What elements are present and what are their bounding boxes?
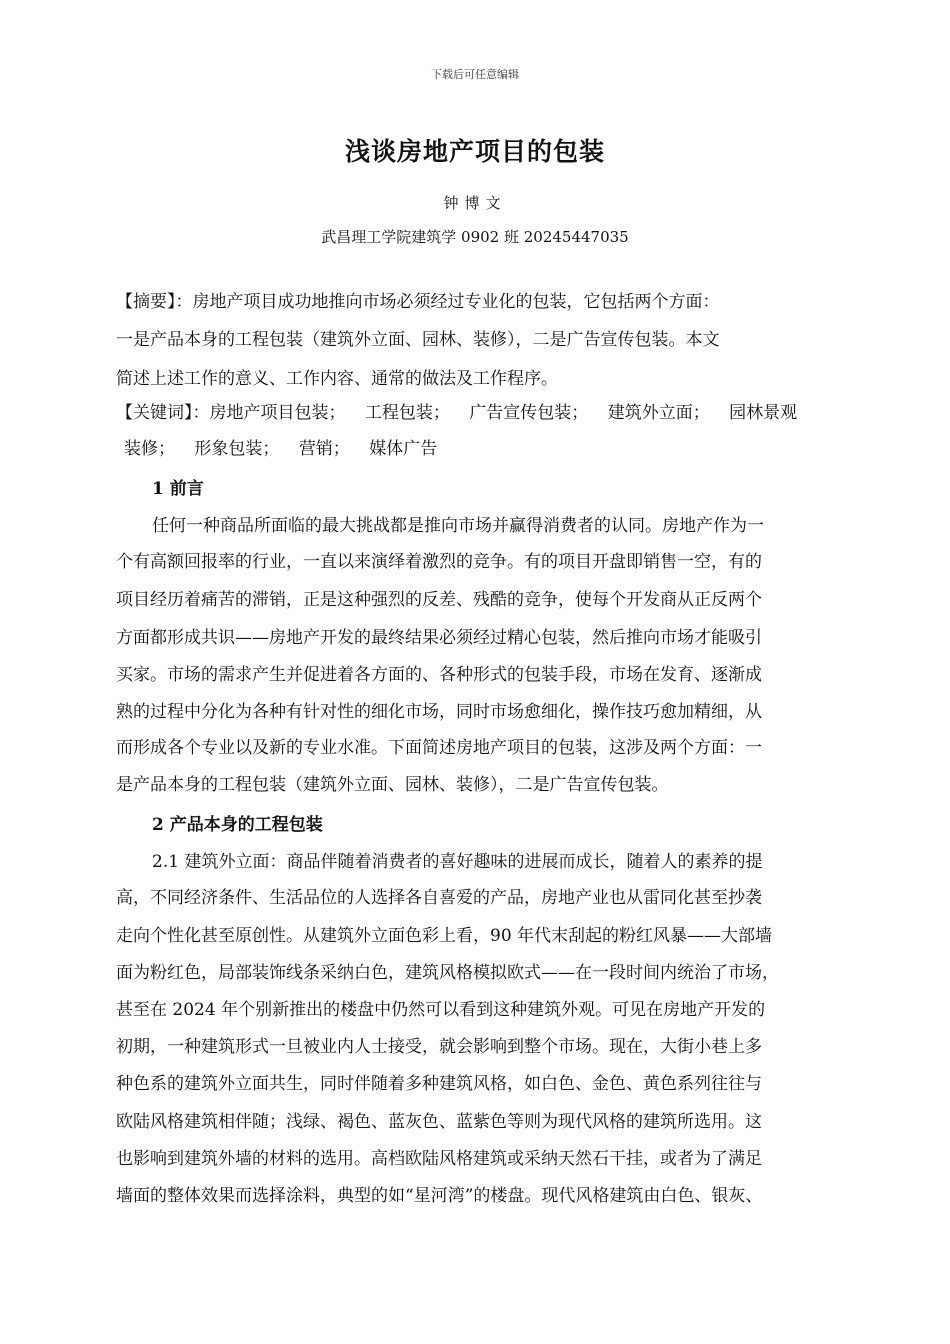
paragraph-line: 是产品本身的工程包装（建筑外立面、园林、装修），二是广告宣传包装。: [116, 775, 669, 795]
section-heading: 1 前言: [152, 479, 204, 499]
paragraph-line: 初期，一种建筑形式一旦被业内人士接受，就会影响到整个市场。现在，大街小巷上多: [116, 1037, 762, 1057]
author: 钟博文: [443, 194, 507, 212]
header-note: 下载后可任意编辑: [431, 68, 519, 81]
paragraph-line: 走向个性化甚至原创性。从建筑外立面色彩上看，90 年代末刮起的粉红风暴——大部墙: [116, 926, 773, 946]
paragraph-line: 墙面的整体效果而选择涂料，典型的如“星河湾”的楼盘。现代风格建筑由白色、银灰、: [116, 1186, 763, 1206]
paragraph-line: 欧陆风格建筑相伴随；浅绿、褐色、蓝灰色、蓝紫色等则为现代风格的建筑所选用。这: [116, 1112, 762, 1132]
paragraph-line: 买家。市场的需求产生并促进着各方面的、各种形式的包装手段，市场在发育、逐渐成: [116, 665, 762, 685]
affiliation: 武昌理工学院建筑学 0902 班 20245447035: [321, 228, 629, 246]
paragraph-line: 项目经历着痛苦的滞销，正是这种强烈的反差、残酷的竞争，使每个开发商从正反两个: [116, 590, 762, 610]
abstract-line: 一是产品本身的工程包装（建筑外立面、园林、装修），二是广告宣传包装。本文: [116, 330, 720, 350]
document-title: 浅谈房地产项目的包装: [344, 137, 605, 166]
keywords-line: [116, 401, 851, 425]
keyword: 形象包装；: [194, 439, 280, 459]
keyword: 装修；: [124, 439, 175, 459]
keyword: 媒体广告: [369, 439, 438, 459]
keyword: 【关键词】：房地产项目包装；: [116, 403, 346, 423]
paragraph-line: 熟的过程中分化为各种有针对性的细化市场，同时市场愈细化，操作技巧愈加精细，从: [116, 702, 762, 722]
paragraph-line: 高，不同经济条件、生活品位的人选择各自喜爱的产品，房地产业也从雷同化甚至抄袭: [116, 888, 762, 908]
paragraph-line: 也影响到建筑外墙的材料的选用。高档欧陆风格建筑或采纳天然石干挂，或者为了满足: [116, 1149, 762, 1169]
keyword: 工程包装；: [364, 403, 450, 423]
keyword: 园林景观: [729, 403, 798, 423]
section-heading: 2 产品本身的工程包装: [152, 815, 323, 835]
abstract-line: 【摘要】：房地产项目成功地推向市场必须经过专业化的包装，它包括两个方面：: [116, 292, 720, 312]
paragraph-line: 方面都形成共识——房地产开发的最终结果必须经过精心包装，然后推向市场才能吸引: [116, 628, 762, 648]
paragraph-line: 甚至在 2024 年个别新推出的楼盘中仍然可以看到这种建筑外观。可见在房地产开发的: [116, 1000, 766, 1020]
paragraph-line: 2.1 建筑外立面：商品伴随着消费者的喜好趣味的进展而成长，随着人的素养的提: [152, 852, 763, 872]
paragraph-line: 种色系的建筑外立面共生，同时伴随着多种建筑风格，如白色、金色、黄色系列往往与: [116, 1074, 762, 1094]
keywords-line: [124, 437, 859, 461]
abstract-line: 简述上述工作的意义、工作内容、通常的做法及工作程序。: [116, 369, 558, 389]
paragraph-line: 个有高额回报率的行业，一直以来演绎着激烈的竞争。有的项目开盘即销售一空，有的: [116, 552, 762, 572]
paragraph-line: 而形成各个专业以及新的专业水准。下面简述房地产项目的包装，这涉及两个方面：一: [116, 738, 762, 758]
paragraph-line: 任何一种商品所面临的最大挑战都是推向市场并赢得消费者的认同。房地产作为一: [152, 516, 764, 536]
keyword: 营销；: [298, 439, 350, 459]
keyword: 建筑外立面；: [607, 403, 710, 423]
paragraph-line: 面为粉红色，局部装饰线条采纳白色，建筑风格模拟欧式——在一段时间内统治了市场，: [116, 963, 779, 983]
keyword: 广告宣传包装；: [469, 403, 589, 423]
